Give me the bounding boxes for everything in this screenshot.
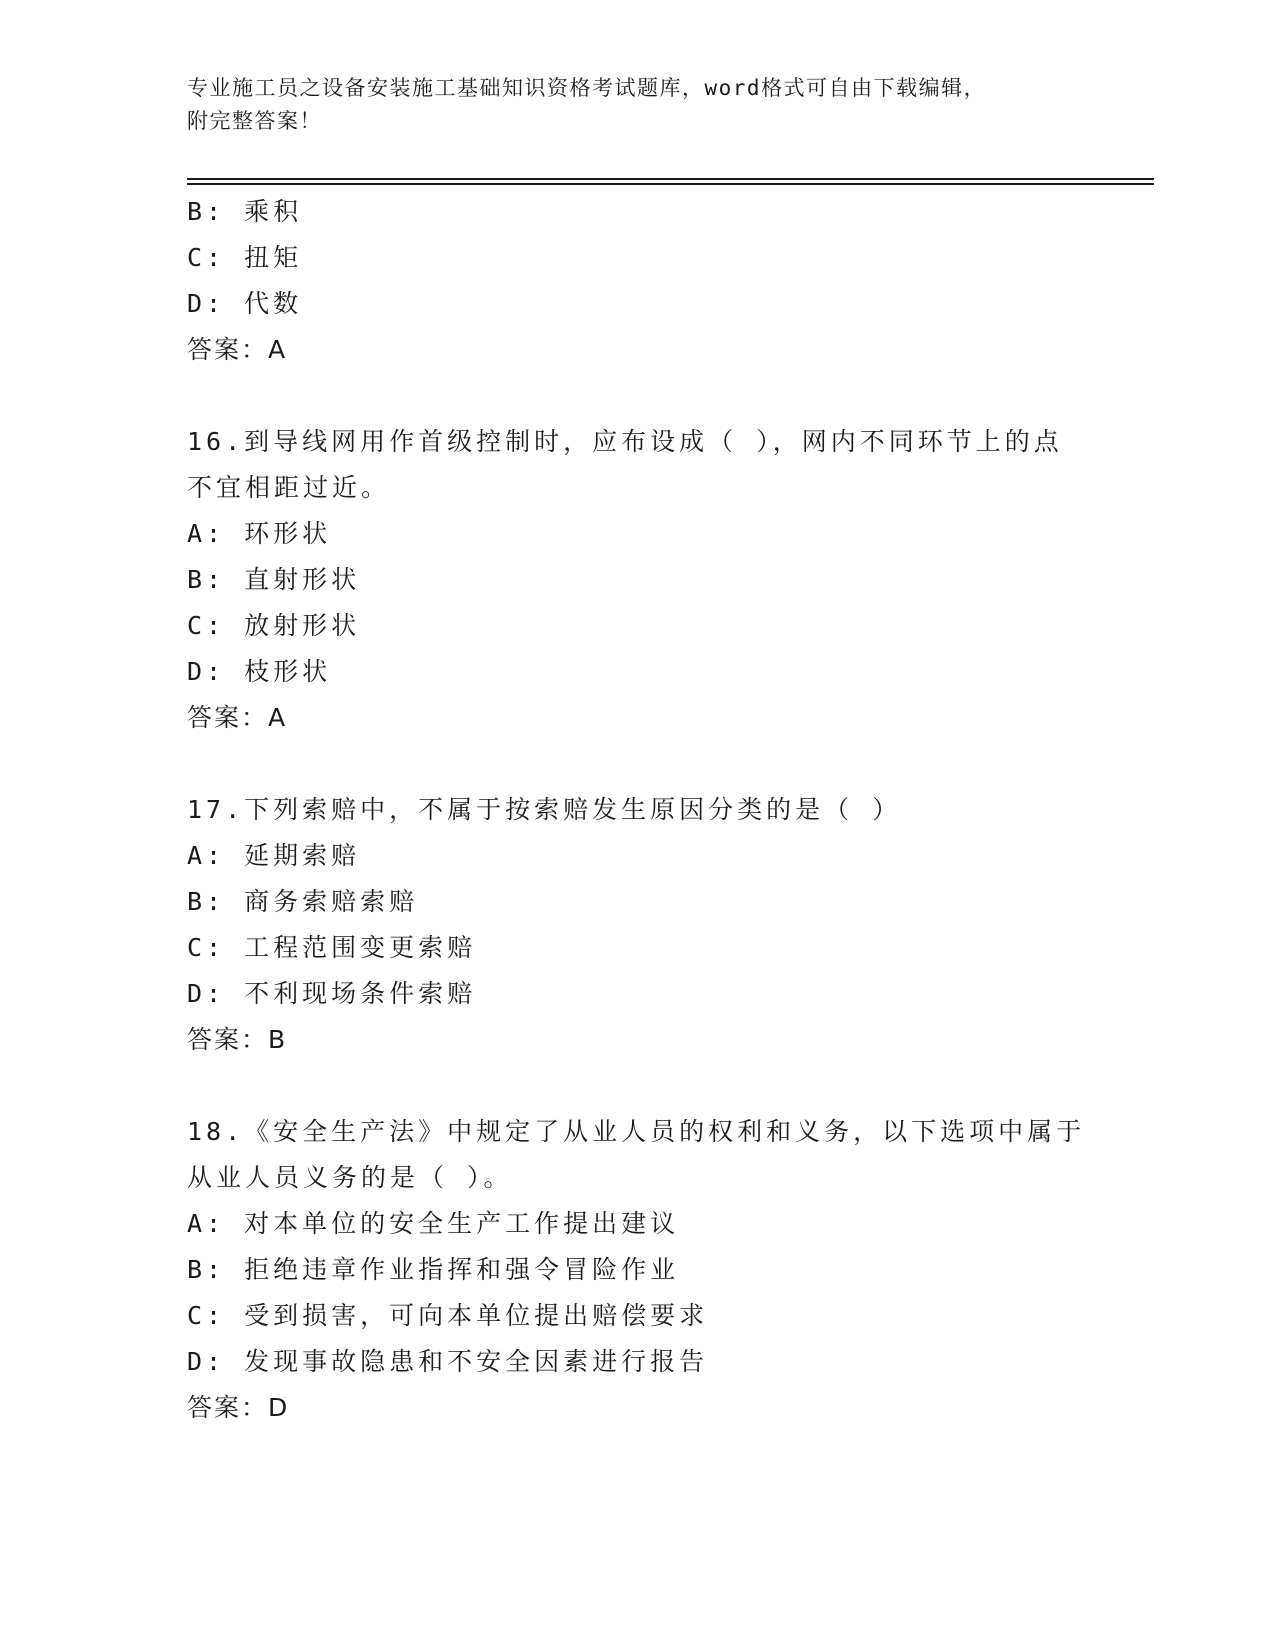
option-a <box>187 1201 1107 1247</box>
question-stem-line: 18.《安全生产法》中规定了从业人员的权利和义务，以下选项中属于 <box>187 1117 1086 1146</box>
spacer <box>187 1063 1107 1109</box>
option-label: C: <box>187 933 226 962</box>
answer-line: 答案：A <box>187 703 288 732</box>
option-label: B: <box>187 565 226 594</box>
option-text: 发现事故隐患和不安全因素进行报告 <box>244 1347 709 1376</box>
option-label: B: <box>187 887 226 916</box>
option-text: 枝形状 <box>244 657 332 686</box>
page-header <box>187 72 1087 138</box>
option-text: 不利现场条件索赔 <box>244 979 477 1008</box>
option-label: C: <box>187 1301 226 1330</box>
option-b <box>187 879 1107 925</box>
question-stem-line: 16.到导线网用作首级控制时，应布设成（ ），网内不同环节上的点 <box>187 427 1063 456</box>
option-d <box>187 1339 1107 1385</box>
header-line-1: 专业施工员之设备安装施工基础知识资格考试题库，word格式可自由下载编辑， <box>187 76 987 100</box>
option-text: 受到损害，可向本单位提出赔偿要求 <box>244 1301 709 1330</box>
option-label: B: <box>187 1255 226 1284</box>
question-stem-line: 17.下列索赔中，不属于按索赔发生原因分类的是（ ） <box>187 795 902 824</box>
option-text: 直射形状 <box>244 565 361 594</box>
option-text: 延期索赔 <box>244 841 361 870</box>
question-16 <box>187 419 1107 741</box>
option-label: B: <box>187 197 226 226</box>
option-text: 乘积 <box>244 197 303 226</box>
option-b <box>187 1247 1107 1293</box>
answer-line: 答案：B <box>187 1025 288 1054</box>
question-15-tail <box>187 189 1107 373</box>
option-a <box>187 511 1107 557</box>
option-c <box>187 235 1107 281</box>
option-label: A: <box>187 841 226 870</box>
option-a <box>187 833 1107 879</box>
option-b <box>187 189 1107 235</box>
option-c <box>187 925 1107 971</box>
option-d <box>187 649 1107 695</box>
question-stem-line: 不宜相距过近。 <box>187 473 391 502</box>
option-label: D: <box>187 657 226 686</box>
option-label: D: <box>187 979 226 1008</box>
option-text: 放射形状 <box>244 611 361 640</box>
question-stem-line: 从业人员义务的是（ ）。 <box>187 1163 513 1192</box>
option-d <box>187 281 1107 327</box>
option-text: 商务索赔索赔 <box>244 887 419 916</box>
option-text: 代数 <box>244 289 303 318</box>
question-17 <box>187 787 1107 1063</box>
option-text: 扭矩 <box>244 243 303 272</box>
option-c <box>187 603 1107 649</box>
option-label: D: <box>187 1347 226 1376</box>
answer-line: 答案：A <box>187 335 288 364</box>
option-label: A: <box>187 1209 226 1238</box>
option-b <box>187 557 1107 603</box>
header-divider-bottom <box>187 183 1154 185</box>
option-text: 对本单位的安全生产工作提出建议 <box>244 1209 680 1238</box>
option-text: 环形状 <box>244 519 332 548</box>
header-line-2: 附完整答案！ <box>187 109 322 133</box>
option-text: 工程范围变更索赔 <box>244 933 477 962</box>
option-label: C: <box>187 243 226 272</box>
answer-line: 答案：D <box>187 1393 290 1422</box>
question-list <box>187 189 1107 1431</box>
option-text: 拒绝违章作业指挥和强令冒险作业 <box>244 1255 680 1284</box>
spacer <box>187 373 1107 419</box>
option-label: C: <box>187 611 226 640</box>
question-18 <box>187 1109 1107 1431</box>
spacer <box>187 741 1107 787</box>
header-divider-top <box>187 178 1154 180</box>
option-label: A: <box>187 519 226 548</box>
option-c <box>187 1293 1107 1339</box>
option-d <box>187 971 1107 1017</box>
option-label: D: <box>187 289 226 318</box>
